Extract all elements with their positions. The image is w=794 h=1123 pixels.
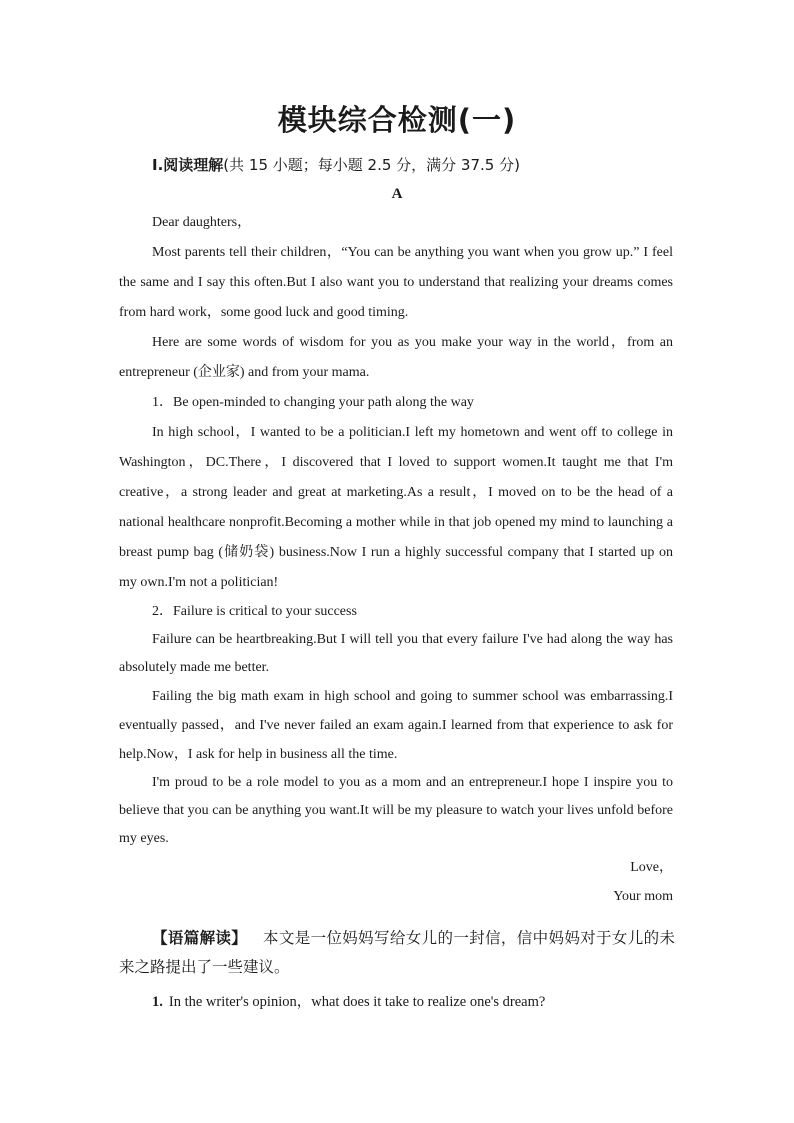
passage-label: A <box>391 186 403 202</box>
passage-analysis <box>119 924 675 982</box>
analysis-text: 本文是一位妈妈写给女儿的一封信，信中妈妈对于女儿的未来之路提出了一些建议。 <box>119 929 675 976</box>
letter-closing: Love， <box>630 860 673 875</box>
letter-body <box>119 208 673 911</box>
question-number: 1. <box>152 994 163 1010</box>
letter-paragraph: Failure can be heartbreaking.But I will tell you that every failure I've had along the way has absolutely made me better. <box>119 632 673 675</box>
letter-signature: Your mom <box>613 889 673 904</box>
section-heading-note: (共 15 小题；每小题 2.5 分，满分 37.5 分) <box>223 156 520 174</box>
section-heading <box>152 154 520 175</box>
letter-paragraph: In high school，I wanted to be a politician.I left my hometown and went off to college in Washington，DC.There，I discovered that I loved to support women.It taught me that I'm creative，a strong leader and great at marketing.As a result，I moved on to be the head of a national healthcare nonprofit.Becoming a mother while in that job opened my mind to launching a breast pump bag (储奶袋) business.Now I run a highly successful company that I started up on my own.I'm not a politician! <box>119 425 673 590</box>
letter-paragraph: Here are some words of wisdom for you as you make your way in the world，from an entrepreneur (企业家) and from your mama. <box>119 335 673 380</box>
question-text: In the writer's opinion，what does it take to realize one's dream? <box>168 994 546 1010</box>
letter-paragraph: I'm proud to be a role model to you as a mom and an entrepreneur.I hope I inspire you to believe that you can be anything you want.It will be my pleasure to watch your lives unfold before my eyes. <box>119 775 673 846</box>
question-item <box>152 990 545 1011</box>
section-heading-label: Ⅰ.阅读理解 <box>152 156 224 174</box>
page-title: 模块综合检测(一) <box>277 103 517 137</box>
letter-paragraph: Failing the big math exam in high school and going to summer school was embarrassing.I eventually passed，and I've never failed an exam again.I learned from that experience to ask for help.Now，I ask for help in business all the time. <box>119 689 673 762</box>
analysis-tag: 【语篇解读】 <box>152 929 248 947</box>
letter-greeting: Dear daughters， <box>152 215 252 230</box>
letter-paragraph: Most parents tell their children，“You can be anything you want when you grow up.” I feel the same and I say this often.But I also want you to understand that realizing your dreams comes from hard work，some good luck and good timing. <box>119 245 673 320</box>
letter-subheading: 2．Failure is critical to your success <box>152 604 357 619</box>
letter-subheading: 1．Be open-minded to changing your path along the way <box>152 395 474 410</box>
